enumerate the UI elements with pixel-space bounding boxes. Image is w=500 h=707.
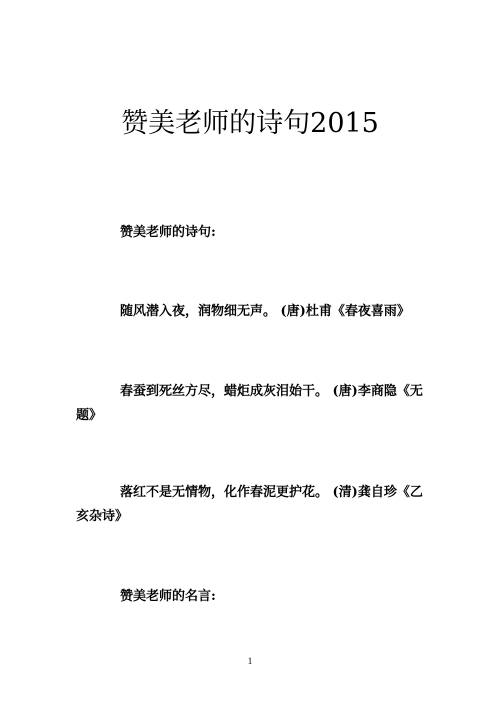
poem-line-du-fu: 随风潜入夜，润物细无声。 (唐)杜甫《春夜喜雨》	[120, 304, 410, 319]
heading-poems: 赞美老师的诗句:	[120, 225, 216, 240]
heading-quotes: 赞美老师的名言:	[120, 589, 216, 604]
page-number: 1	[247, 656, 253, 666]
poem-line-gong-zizhen: 落红不是无情物，化作春泥更护花。 (清)龚自珍《乙亥杂诗》	[76, 485, 423, 524]
page-title: 赞美老师的诗句2015	[121, 108, 379, 140]
poem-line-li-shangyin: 春蚕到死丝方尽，蜡炬成灰泪始干。 (唐)李商隐《无题》	[76, 384, 423, 423]
